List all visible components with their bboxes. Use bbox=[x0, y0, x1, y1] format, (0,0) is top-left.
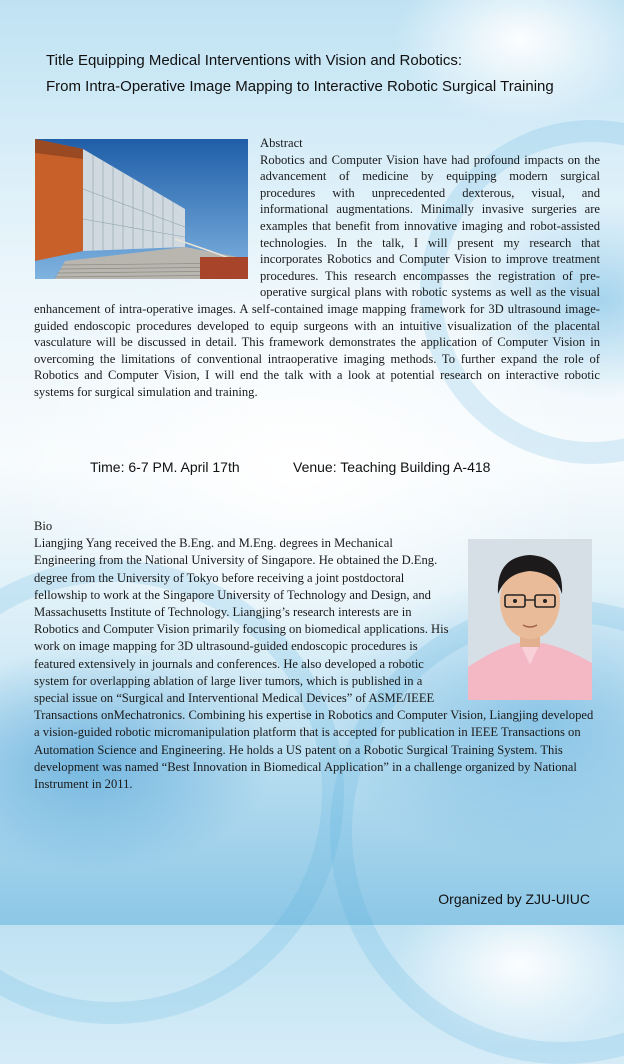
abstract-heading: Abstract bbox=[260, 136, 303, 150]
abstract-section bbox=[34, 135, 600, 401]
photo-placeholder bbox=[34, 135, 260, 285]
event-time: Time: 6-7 PM. April 17th bbox=[90, 459, 240, 475]
organizer: Organized by ZJU-UIUC bbox=[438, 891, 590, 907]
title-line-2: From Intra-Operative Image Mapping to Interactive Robotic Surgical Training bbox=[46, 78, 554, 95]
talk-title bbox=[46, 48, 606, 100]
bio-heading: Bio bbox=[34, 519, 53, 533]
title-line-1: Title Equipping Medical Interventions with Vision and Robotics: bbox=[46, 52, 463, 69]
bio-body: Liangjing Yang received the B.Eng. and M.Eng. degrees in Mechanical Engineering from the National University of Singapore. He obtained the D.Eng. degree from the University of Tokyo before receiving a joint postdoctoral fellowship to work at the Singapore University of Technology and Design, and Massachusetts Institute of Technology. Liangjing’s research interests are in Robotics and Computer Vision primarily focusing on biomedical applications. His work on image mapping for 3D ultrasound-guided endoscopic procedures is featured extensively in journals and conferences. He also developed a robotic system for overlapping ablation of large liver tumors, which is published in a special issue on “Surgical and Interventional Medical Devices” of ASME/IEEE Transactions onMechatronics. Combining his expertise in Robotics and Computer Vision, Liangjing developed a vision-guided robotic micromanipulation platform that is accepted for publication in IEEE Transactions on Automation Science and Engineering. He holds a US patent on a Robotic Surgical Training System. This development was named “Best Innovation in Biomedical Application” in a challenge organized by National Instrument in 2011. bbox=[34, 536, 594, 792]
speaker-portrait bbox=[468, 539, 592, 700]
abstract-body: Robotics and Computer Vision have had profound impacts on the advancement of medicine by equipping modern surgical procedures with unprecedented dexterous, visual, and informational augmentations. Minimally invasive surgeries are examples that benefit from innovative imaging and robot-assisted technologies. In the talk, I will present my research that incorporates Robotics and Computer Vision to improve treatment procedures. This research encompasses the registration of pre-operative surgical plans with robotic systems as well as the visual enhancement of intra-operative images. A self-contained image mapping framework for 3D ultrasound image-guided endoscopic procedures developed to equip surgeons with an intuitive visualization of the placental vasculature will be discussed in detail. This framework demonstrates the application of Computer Vision in overcoming the limitations of conventional intraoperative imaging methods. To further expand the role of Robotics and Computer Vision, I will end the talk with a look at potential research on interactive robotic systems for surgical simulation and training. bbox=[34, 152, 600, 399]
event-venue: Venue: Teaching Building A-418 bbox=[293, 459, 491, 475]
